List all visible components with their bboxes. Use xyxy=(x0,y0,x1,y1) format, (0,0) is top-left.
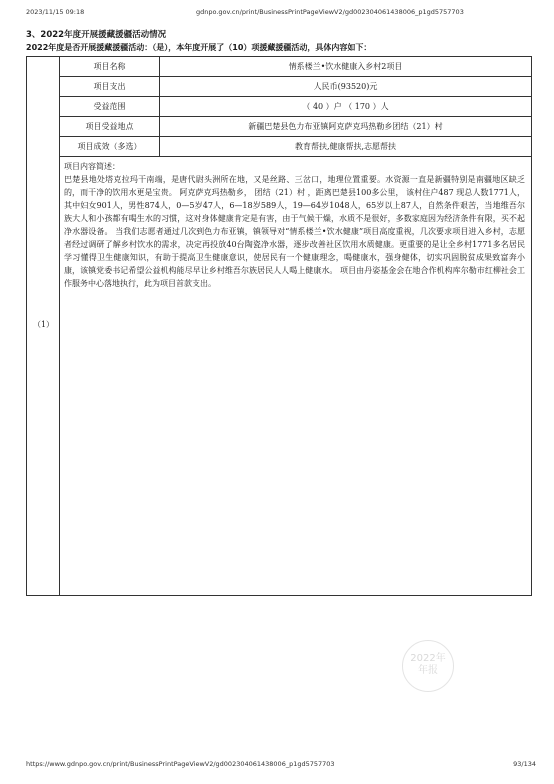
description-text: 巴楚县地处塔克拉玛干南端，是唐代尉头洲所在地，又是丝路、三岔口，地理位置重要。水资源一直是新疆特别是南疆地区缺乏的，而干净的饮用水更是宝贵。 阿克萨克玛热勒乡， 团结（21）村 ，距离巴楚县100多公里， 该村住户487 现总人数1771人，其中妇女901人，男性874人，0—5岁47人，6—18岁589人，19—64岁1048人，65岁以上87人，自然条件艰苦，当地维吾尔族大人和小孩都有喝生水的习惯，这对身体健康肯定是有害，由于气候干燥，水质不是很好，多数家庭因为经济条件有限，买不起净水器设备。 当我们志愿者通过几次到色力布亚镇，镇领导对“情系楼兰•饮水健康”项目高度重视，几次要求项目进入乡村，志愿者经过调研了解乡村饮水的需求，决定再投放40台陶瓷净水器，逐步改善社区饮用水质健康。更重要的是让全乡村1771多名居民学习懂得卫生健康知识，有助于提高卫生健康意识，使居民有一个健康理念，喝健康水，强身健体，切实巩固脱贫成果致富奔小康，该镇党委书记希望公益机构能尽早让乡村维吾尔族居民人人喝上健康水。 项目由丹姿基金会在地合作机构库尔勒市红柳社会工作服务中心落地执行，此为项目首款支出。 xyxy=(64,175,525,288)
activity-index: （1） xyxy=(32,320,55,329)
row-label: 项目受益地点 xyxy=(60,117,160,136)
footer-url: https://www.gdnpo.gov.cn/print/BusinessPrintPageViewV2/gd002304061438006_p1gd5757703 xyxy=(26,760,335,768)
watermark-label: 年报 xyxy=(418,665,438,676)
row-label: 受益范围 xyxy=(60,97,160,116)
description-heading: 项目内容简述： xyxy=(64,162,120,171)
page-number: 93/134 xyxy=(513,760,536,768)
watermark-year: 2022年 xyxy=(410,653,446,664)
row-project-expense xyxy=(60,77,531,97)
row-value: 新疆巴楚县色力布亚镇阿克萨克玛热勒乡团结（21）村 xyxy=(248,122,443,131)
row-project-outcome xyxy=(60,137,531,157)
row-value: 人民币(93520)元 xyxy=(313,82,378,91)
activity-index-cell xyxy=(27,57,60,595)
print-url: gdnpo.gov.cn/print/BusinessPrintPageViewV2/gd002304061438006_p1gd5757703 xyxy=(196,8,464,16)
section-title: 3、2022年度开展援藏援疆活动情况 xyxy=(26,30,167,40)
row-value: 情系楼兰•饮水健康入乡村2项目 xyxy=(288,62,403,71)
print-timestamp: 2023/11/15 09:18 xyxy=(26,8,85,16)
row-beneficiary-scope xyxy=(60,97,531,117)
row-label: 项目成效（多选） xyxy=(60,137,160,156)
row-label: 项目名称 xyxy=(60,57,160,76)
project-description xyxy=(60,157,531,595)
row-beneficiary-location xyxy=(60,117,531,137)
activity-grid xyxy=(60,57,531,595)
row-project-name xyxy=(60,57,531,77)
print-header xyxy=(26,8,530,20)
row-label: 项目支出 xyxy=(60,77,160,96)
print-footer xyxy=(26,760,536,772)
section-question: 2022年度是否开展援藏援疆活动：（是），本年度开展了（10）项援藏援疆活动，具体内容如下： xyxy=(26,43,372,52)
activity-table xyxy=(26,56,532,596)
annual-report-watermark xyxy=(402,640,454,692)
row-value: （ 40 ）户 （ 170 ）人 xyxy=(302,102,389,111)
row-value: 教育帮扶,健康帮扶,志愿帮扶 xyxy=(294,142,397,151)
